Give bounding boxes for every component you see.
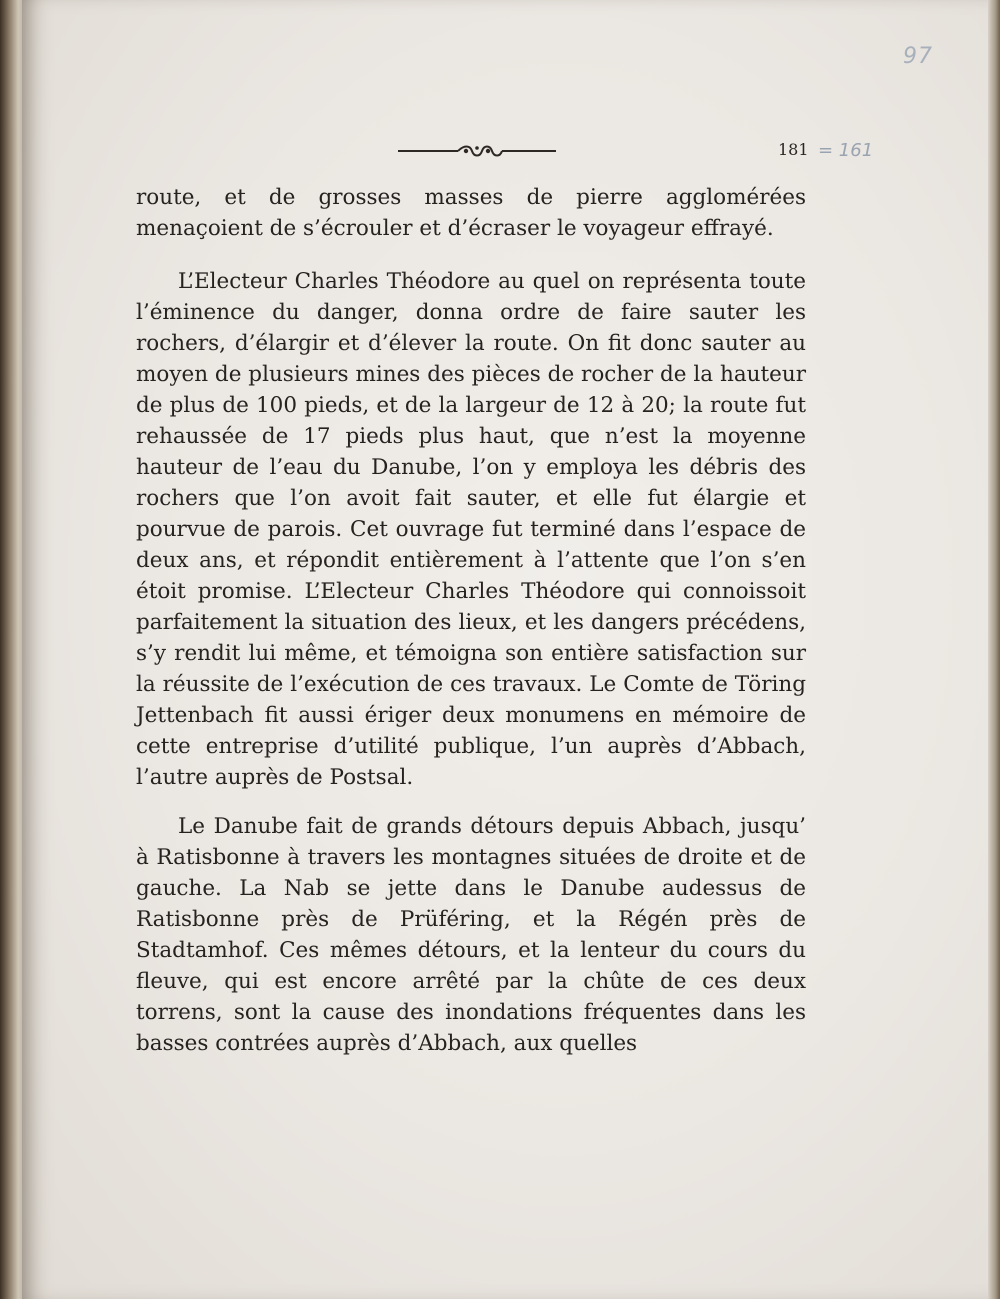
- paragraph-danube: Le Danube fait de grands détours depuis Abbach, jusqu’ à Ratisbonne à travers les montagnes situées de droite et de gauche. La Nab se jette dans le Danube audessus de Ratisbonne près de Prüféring, et la Régén près de Stadtamhof. Ces mêmes détours, et la lenteur du cours du fleuve, qui est encore arrêté par la chûte de ces deux torrens, sont la cause des inondations fréquentes dans les basses contrées auprès d’Abbach, aux quelles: [136, 814, 806, 1056]
- paragraph-continuation: route, et de grosses masses de pierre agglomérées menaçoient de s’écrouler et d’écraser le voyageur effrayé.: [136, 185, 806, 241]
- paragraph-electeur: L’Electeur Charles Théodore au quel on représenta toute l’éminence du danger, donna ordre de faire sauter les rochers, d’élargir et d’élever la route. On fit donc sauter au moyen de plusieurs mines des pièces de rocher de la hauteur de plus de 100 pieds, et de la largeur de 12 à 20; la route fut rehaussée de 17 pieds plus haut, que n’est la moyenne hauteur de l’eau du Danube, l’on y employa les débris des rochers que l’on avoit fait sauter, et elle fut élargie et pourvue de parois. Cet ouvrage fut terminé dans l’espace de deux ans, et répondit entièrement à l’attente que l’on s’en étoit promise. L’Electeur Charles Théodore qui connoissoit parfaitement la situation des lieux, et les dangers précédens, s’y rendit lui même, et témoigna son entière satisfaction sur la réussite de l’exécution de ces travaux. Le Comte de Töring Jettenbach fit aussi ériger deux monumens en mémoire de cette entreprise d’utilité publique, l’un auprès d’Abbach, l’autre auprès de Postsal.: [136, 269, 806, 790]
- body-text: [136, 182, 806, 1059]
- paragraph-gap: [136, 793, 806, 811]
- page-number: 181: [778, 140, 809, 159]
- header-ornament-icon: [396, 141, 558, 161]
- pencil-folio-number: 97: [903, 44, 933, 69]
- pencil-annotation: = 161: [818, 140, 874, 161]
- paragraph-gap: [136, 244, 806, 266]
- page-right-edge: [988, 0, 1000, 1299]
